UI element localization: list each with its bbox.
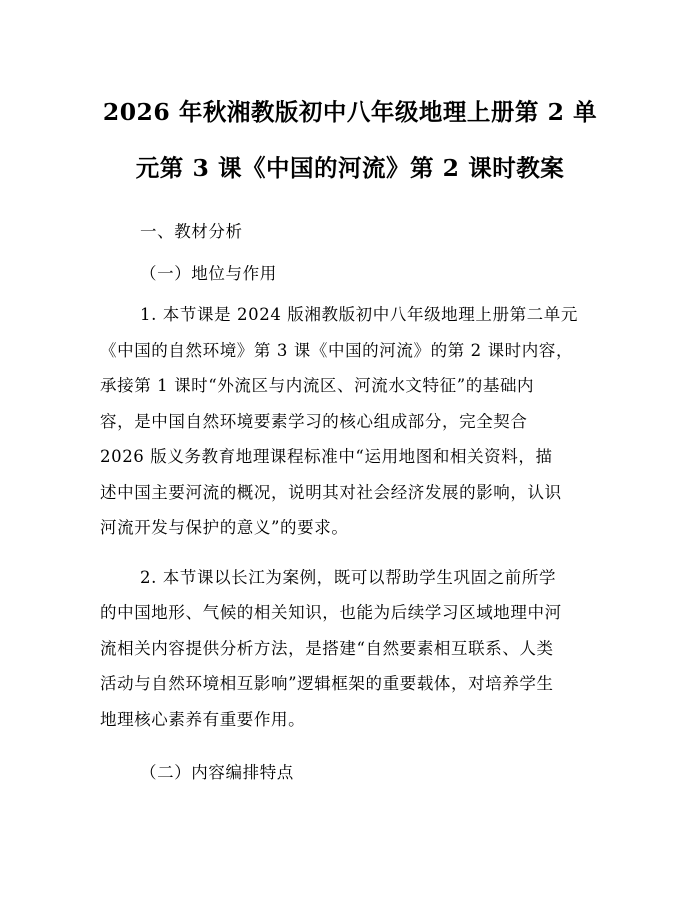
document-title	[100, 84, 600, 196]
paragraph-1-line: 述中国主要河流的概况，说明其对社会经济发展的影响，认识	[100, 482, 562, 502]
paragraph-2-line: 流相关内容提供分析方法，是搭建“自然要素相互联系、人类	[100, 638, 554, 658]
paragraph-2-line: 地理核心素养有重要作用。	[100, 709, 306, 729]
title-line-2: 元第 3 课《中国的河流》第 2 课时教案	[135, 154, 565, 182]
paragraph-2-line: 活动与自然环境相互影响”逻辑框架的重要载体，对培养学生	[100, 674, 554, 693]
paragraph-1-line: 1. 本节课是 2024 版湘教版初中八年级地理上册第二单元	[140, 305, 578, 324]
paragraph-2-line: 的中国地形、气候的相关知识，也能为后续学习区域地理中河	[100, 603, 562, 622]
paragraph-1	[100, 297, 600, 546]
subsection-heading-position-role: （一）地位与作用	[140, 263, 277, 283]
title-line-1: 2026 年秋湘教版初中八年级地理上册第 2 单	[102, 98, 598, 126]
paragraph-1-line: 容，是中国自然环境要素学习的核心组成部分，完全契合	[100, 411, 528, 431]
paragraph-1-line: 承接第 1 课时“外流区与内流区、河流水文特征”的基础内	[100, 376, 535, 395]
paragraph-2-line: 2. 本节课以长江为案例，既可以帮助学生巩固之前所学	[140, 567, 557, 587]
paragraph-1-line: 河流开发与保护的意义”的要求。	[100, 518, 349, 537]
paragraph-1-line: 《中国的自然环境》第 3 课《中国的河流》的第 2 课时内容，	[100, 340, 574, 360]
document-body	[100, 214, 600, 791]
paragraph-1-line: 2026 版义务教育地理课程标准中“运用地图和相关资料，描	[100, 447, 553, 466]
section-heading-textbook-analysis: 一、教材分析	[140, 222, 243, 241]
subsection-heading-content-arrangement: （二）内容编排特点	[140, 763, 294, 782]
paragraph-2	[100, 560, 600, 738]
